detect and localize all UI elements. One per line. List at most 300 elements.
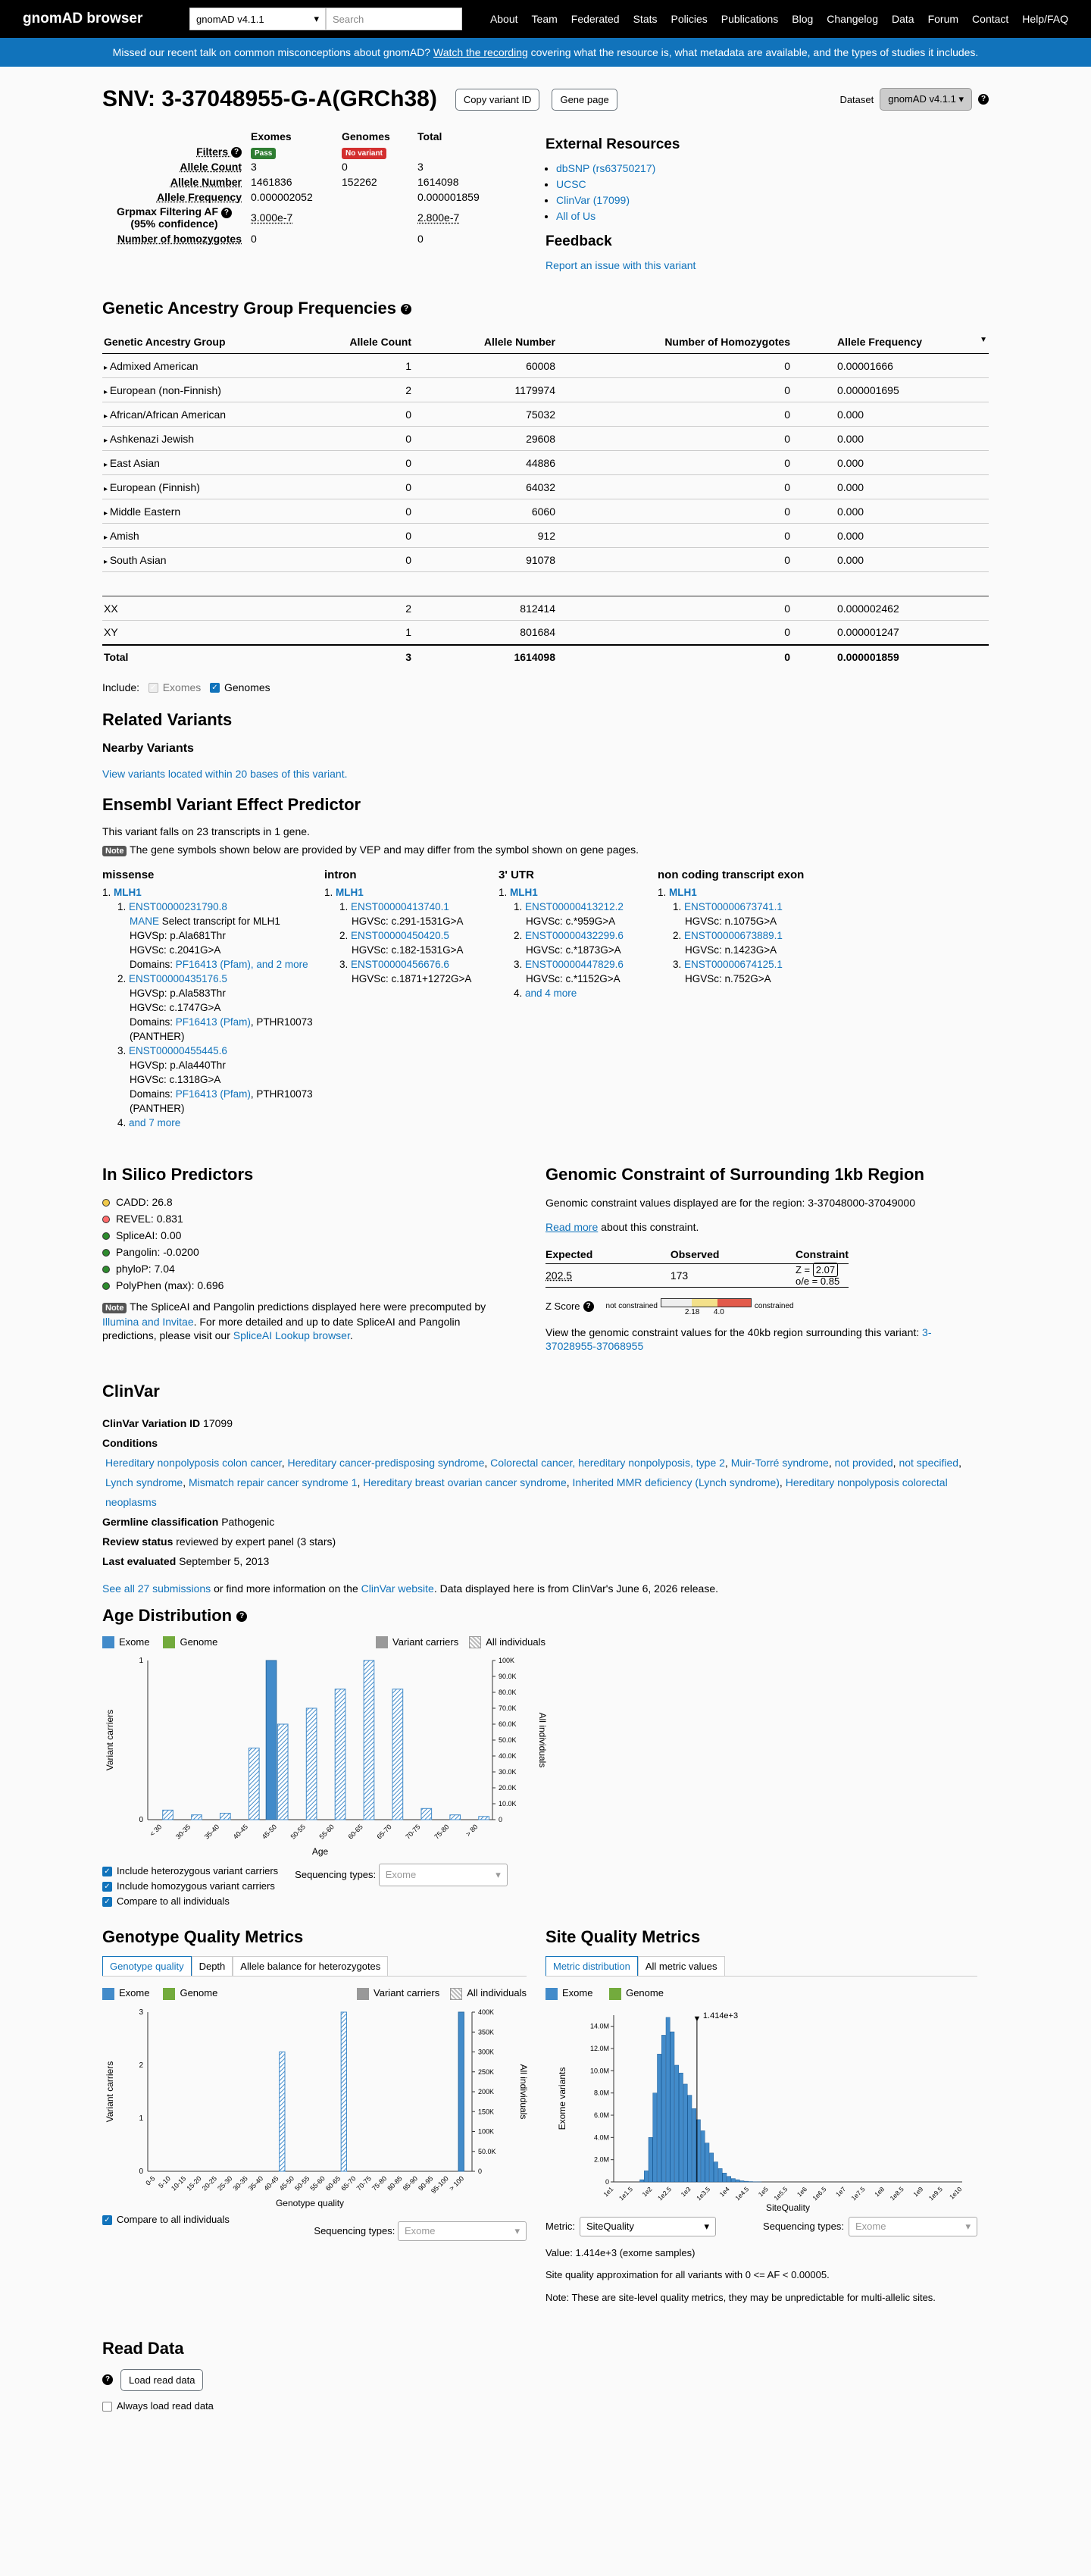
histogram-bar — [649, 2137, 652, 2182]
legend-genome-swatch — [163, 1988, 175, 2000]
grpmax-label-text: Grpmax Filtering AF — [117, 205, 219, 218]
germline-value: Pathogenic — [221, 1515, 275, 1528]
nav-link-forum[interactable]: Forum — [927, 13, 959, 25]
condition-link[interactable]: Lynch syndrome — [105, 1476, 183, 1488]
histogram-bar — [705, 2142, 709, 2181]
allele-count: 0 — [330, 402, 413, 427]
allele-count: 2 — [330, 378, 413, 402]
expand-icon[interactable]: ▸ — [104, 509, 110, 518]
vep-description: This variant falls on 23 transcripts in 1 gene. — [102, 825, 310, 837]
tab-allele-balance[interactable]: Allele balance for heterozygotes — [233, 1956, 388, 1976]
constraint-40kb — [546, 1326, 970, 1353]
nav-link-publications[interactable]: Publications — [721, 13, 779, 25]
x-tick-label: 1e8 — [873, 2184, 886, 2199]
exome-homozygotes: 0 — [251, 232, 257, 245]
review-status-value: reviewed by expert panel (3 stars) — [176, 1535, 336, 1548]
related-variants-title: Related Variants — [102, 709, 233, 729]
more-transcripts-link[interactable]: and 4 more — [525, 987, 577, 999]
z-score-scale — [661, 1297, 752, 1316]
hom-checkbox[interactable]: ✓ — [102, 1882, 112, 1892]
condition-link[interactable]: not provided — [834, 1456, 893, 1469]
seq-types-label: Sequencing types: — [295, 1869, 377, 1881]
y2-tick-label: 60.0K — [499, 1720, 517, 1729]
ancestry-name: XX — [102, 596, 330, 621]
quality-metrics — [102, 1927, 989, 2304]
ancestry-name — [102, 378, 330, 402]
histogram-bar — [710, 2152, 714, 2181]
note-tag: Note — [102, 1303, 127, 1313]
histogram-bar — [714, 2161, 717, 2181]
scale-tick-1: 2.18 — [684, 1307, 700, 1316]
transcript-link[interactable]: ENST00000673889.1 — [684, 929, 783, 941]
metric-value: SiteQuality — [586, 2220, 634, 2232]
transcript-link[interactable]: ENST00000432299.6 — [525, 929, 624, 941]
condition-link[interactable]: not specified — [899, 1456, 959, 1469]
allele-frequency: 0.000 — [792, 475, 989, 499]
y-axis-label: Variant carriers — [105, 1709, 115, 1771]
domain-link[interactable]: PF16413 (Pfam) — [175, 1016, 251, 1028]
y-tick-label: 6.0M — [593, 2111, 609, 2119]
x-tick-label: 40-45 — [231, 1823, 250, 1841]
sq-legend — [546, 1987, 989, 2000]
transcript-link[interactable]: ENST00000413212.2 — [525, 900, 624, 912]
note-text: The SpliceAI and Pangolin predictions displayed here were precomputed by — [130, 1300, 486, 1313]
histogram-bar — [688, 2095, 692, 2181]
gene-link[interactable]: MLH1 — [510, 886, 538, 898]
help-icon[interactable]: ? — [231, 147, 242, 158]
help-icon[interactable]: ? — [583, 1301, 594, 1312]
x-tick-label: 1e8.5 — [888, 2184, 905, 2202]
announcement-banner — [0, 38, 1091, 67]
predictor-status-icon — [102, 1199, 110, 1207]
variant-summary-table — [102, 129, 484, 246]
all-of-us-link[interactable]: All of Us — [556, 210, 596, 222]
predictor-status-icon — [102, 1249, 110, 1257]
page-bottom-spacer — [102, 2412, 989, 2533]
variant-id: 3-37048955-G-A(GRCh38) — [161, 86, 437, 111]
allele-count: 0 — [330, 499, 413, 524]
y2-tick-label: 150K — [478, 2107, 495, 2115]
nav-link-help[interactable]: Help/FAQ — [1022, 13, 1068, 25]
site-quality-title: Site Quality Metrics — [546, 1927, 701, 1947]
dbsnp-link[interactable]: dbSNP (rs63750217) — [556, 162, 656, 174]
x-tick-label: > 100 — [448, 2174, 466, 2193]
condition-link[interactable]: Inherited MMR deficiency (Lynch syndrome) — [572, 1476, 780, 1488]
help-icon[interactable]: ? — [221, 208, 232, 218]
hgvsc: HGVSc: c.182-1531G>A — [352, 944, 464, 956]
nav-link-changelog[interactable]: Changelog — [827, 13, 879, 25]
help-icon[interactable]: ? — [102, 2374, 113, 2385]
expand-icon[interactable]: ▸ — [104, 484, 110, 493]
mane-link[interactable]: MANE — [130, 915, 160, 927]
more-transcripts-link[interactable]: and 7 more — [129, 1116, 181, 1128]
transcript-link[interactable]: ENST00000456676.6 — [351, 958, 449, 970]
exomes-checkbox[interactable]: ✓ — [148, 683, 158, 693]
seq-types-select[interactable]: Exome ▾ — [398, 2221, 527, 2241]
age-title-text: Age Distribution — [102, 1605, 233, 1625]
y2-tick-label: 30.0K — [499, 1768, 517, 1776]
x-tick-label: 75-80 — [433, 1823, 451, 1841]
condition-link[interactable]: Muir-Torré syndrome — [730, 1456, 829, 1469]
allele-count: 1 — [330, 621, 413, 645]
value-marker-arrow: ▼ — [692, 2014, 702, 2024]
allele-count: 2 — [330, 596, 413, 621]
exome-grpmax[interactable]: 3.000e-7 — [251, 211, 293, 224]
ancestry-name: Total — [102, 645, 330, 669]
expand-icon[interactable]: ▸ — [104, 363, 110, 372]
x-tick-label: 65-70 — [339, 2174, 358, 2193]
homozygotes: 0 — [557, 402, 792, 427]
y2-tick-label: 250K — [478, 2067, 495, 2076]
clinvar-id: 17099 — [203, 1416, 233, 1429]
variant-carriers-bar — [266, 1660, 277, 1820]
ucsc-link[interactable]: UCSC — [556, 178, 586, 190]
domain-link[interactable]: PF16413 (Pfam) — [175, 1088, 251, 1100]
transcript-link[interactable]: ENST00000673741.1 — [684, 900, 783, 912]
seq-types-select[interactable]: Exome ▾ — [849, 2217, 977, 2236]
legend-genome: Genome — [626, 1987, 664, 1999]
expand-icon[interactable]: ▸ — [104, 557, 110, 566]
ancestry-name-label: European (Finnish) — [109, 480, 200, 493]
constraint-table — [546, 1245, 849, 1288]
allele-number: 64032 — [413, 475, 557, 499]
y-tick-label: 4.0M — [593, 2133, 609, 2141]
compare-checkbox[interactable]: ✓ — [102, 1897, 112, 1907]
clinvar-link[interactable]: ClinVar (17099) — [556, 194, 630, 206]
banner-link[interactable]: Watch the recording — [433, 46, 528, 58]
x-tick-label: 80-85 — [386, 2174, 404, 2193]
x-tick-label: 1e9 — [911, 2184, 925, 2199]
hgvsp: HGVSp: p.Ala583Thr — [130, 987, 226, 999]
legend-exome: Exome — [562, 1987, 593, 1999]
nav-link-policies[interactable]: Policies — [671, 13, 708, 25]
nav-link-federated[interactable]: Federated — [571, 13, 620, 25]
metric-label: Metric: — [546, 2221, 575, 2233]
allele-frequency: 0.000 — [792, 402, 989, 427]
expand-icon[interactable]: ▸ — [104, 412, 110, 421]
consequence-missense: missense — [102, 868, 155, 881]
search-placeholder: Search — [333, 13, 364, 25]
scale-segment-high — [717, 1299, 751, 1307]
tab-all-metric-values[interactable]: All metric values — [638, 1956, 725, 1976]
expand-icon[interactable]: ▸ — [104, 460, 110, 469]
gene-page-button[interactable]: Gene page — [552, 89, 617, 111]
legend-all-swatch — [469, 1636, 481, 1648]
genome-homozygotes — [337, 231, 413, 246]
y-tick-label: 8.0M — [593, 2089, 609, 2097]
sq-tabs — [546, 1956, 977, 1977]
filters-label — [102, 144, 246, 159]
sq-value: Value: 1.414e+3 (exome samples) — [546, 2246, 696, 2258]
x-tick-label: 45-50 — [260, 1823, 279, 1841]
x-tick-label: 25-30 — [216, 2174, 234, 2193]
gene-link[interactable]: MLH1 — [114, 886, 142, 898]
x-tick-label: 50-55 — [289, 1823, 307, 1841]
allele-count — [330, 572, 413, 596]
allele-number: 60008 — [413, 354, 557, 378]
age-chart — [102, 1653, 546, 1858]
age-distribution-title — [102, 1606, 989, 1626]
not-constrained-label: not constrained — [605, 1302, 658, 1310]
include-row — [102, 681, 989, 693]
y2-tick-label: 100K — [478, 2127, 495, 2136]
last-evaluated-label: Last evaluated — [102, 1554, 177, 1567]
nav-link-contact[interactable]: Contact — [972, 13, 1009, 25]
homozygotes: 0 — [557, 596, 792, 621]
genomes-checkbox[interactable]: ✓ — [210, 683, 220, 693]
top-navigation — [0, 0, 1091, 38]
x-tick-label: 65-70 — [375, 1823, 393, 1841]
nav-link-data[interactable]: Data — [892, 13, 914, 25]
total-grpmax[interactable]: 2.800e-7 — [417, 211, 460, 224]
dataset-select[interactable] — [189, 8, 326, 30]
vep-title: Ensembl Variant Effect Predictor — [102, 794, 361, 814]
allele-number: 75032 — [413, 402, 557, 427]
nav-link-about[interactable]: About — [489, 13, 518, 25]
last-evaluated-value: September 5, 2013 — [179, 1554, 270, 1567]
ancestry-name-label: African/African American — [109, 408, 227, 421]
in-silico-section — [102, 1165, 546, 1353]
nav-links — [490, 13, 1068, 25]
histogram-bar — [718, 2168, 722, 2182]
het-checkbox[interactable]: ✓ — [102, 1867, 112, 1876]
y2-tick-label: 10.0K — [499, 1800, 517, 1808]
brand-logo[interactable]: gnomAD browser — [23, 11, 143, 27]
ancestry-name — [102, 427, 330, 451]
sq-approx: Site quality approximation for all variants with 0 <= AF < 0.00005. — [546, 2268, 830, 2280]
ancestry-table-body — [102, 354, 989, 669]
genome-allele-count: 0 — [342, 161, 348, 174]
col-allele-frequency[interactable] — [792, 330, 989, 354]
x-tick-label: 70-75 — [355, 2174, 373, 2193]
expand-icon[interactable]: ▸ — [104, 436, 110, 445]
expand-icon[interactable]: ▸ — [104, 533, 110, 542]
nav-link-blog[interactable]: Blog — [792, 13, 814, 25]
hgvsc: HGVSc: n.1423G>A — [685, 944, 777, 956]
x-tick-label: 90-95 — [417, 2174, 435, 2193]
allele-frequency: 0.000 — [792, 524, 989, 548]
y2-tick-label: 70.0K — [499, 1704, 517, 1713]
transcript-link[interactable]: ENST00000450420.5 — [351, 929, 449, 941]
col-ancestry[interactable]: Genetic Ancestry Group — [102, 330, 330, 354]
predictors-constraint — [102, 1165, 989, 1353]
value-marker-label: 1.414e+3 — [702, 2011, 739, 2020]
x-tick-label: 1e3 — [679, 2184, 692, 2199]
allele-count: 0 — [330, 475, 413, 499]
condition-link[interactable]: Hereditary breast ovarian cancer syndrome — [363, 1476, 567, 1488]
in-silico-title: In Silico Predictors — [102, 1164, 254, 1184]
gq-tabs — [102, 1956, 527, 1977]
histogram-bar — [745, 2181, 749, 2182]
predictor-item — [102, 1227, 546, 1244]
homozygotes: 0 — [557, 548, 792, 572]
y2-tick-label: 100K — [499, 1657, 515, 1665]
y2-tick-label: 300K — [478, 2048, 495, 2056]
transcript-link[interactable]: ENST00000674125.1 — [684, 958, 783, 970]
dataset-dropdown[interactable]: gnomAD v4.1.1 ▾ — [880, 88, 972, 111]
y-tick-label: 1 — [139, 1657, 143, 1666]
clinvar-data-note: . Data displayed here is from ClinVar's June 6, 2026 release. — [433, 1582, 719, 1595]
legend-carriers: Variant carriers — [374, 1987, 440, 1999]
homozygotes: 0 — [557, 378, 792, 402]
condition-link[interactable]: Hereditary nonpolyposis colon cancer — [105, 1456, 282, 1469]
summary-section — [102, 129, 989, 271]
y2-tick-label: 50.0K — [499, 1736, 517, 1745]
clinvar-website-link[interactable]: ClinVar website — [361, 1582, 434, 1595]
all-individuals-bar — [450, 1815, 461, 1820]
condition-link[interactable]: Colorectal cancer, hereditary nonpolyposis, type 2 — [490, 1456, 725, 1469]
homozygotes: 0 — [557, 427, 792, 451]
gene-link[interactable]: MLH1 — [669, 886, 697, 898]
exome-allele-frequency: 0.000002052 — [251, 191, 313, 204]
x-tick-label: 20-25 — [200, 2174, 219, 2193]
hgvsc: HGVSc: c.*959G>A — [526, 915, 616, 927]
allele-frequency: 0.000001859 — [792, 645, 989, 669]
col-constraint: Constraint — [796, 1247, 849, 1260]
allele-number: 812414 — [413, 596, 557, 621]
y2-tick-label: 200K — [478, 2087, 495, 2096]
compare-checkbox[interactable]: ✓ — [102, 2215, 112, 2225]
ancestry-row — [102, 524, 989, 548]
hom-label: Include homozygous variant carriers — [117, 1880, 275, 1892]
allele-count: 0 — [330, 548, 413, 572]
help-icon[interactable]: ? — [978, 94, 989, 105]
allele-frequency: 0.000001695 — [792, 378, 989, 402]
x-tick-label: 55-60 — [317, 1823, 336, 1841]
hgvsc: HGVSc: n.752G>A — [685, 972, 771, 984]
condition-link[interactable]: Mismatch repair cancer syndrome 1 — [188, 1476, 358, 1488]
y-axis-label: Variant carriers — [105, 2061, 115, 2122]
hgvsc: HGVSc: c.291-1531G>A — [352, 915, 464, 927]
help-icon[interactable]: ? — [401, 304, 411, 315]
oe-label: o/e = — [796, 1275, 818, 1287]
col-homozygotes[interactable]: Number of Homozygotes — [557, 330, 792, 354]
het-label: Include heterozygous variant carriers — [117, 1865, 279, 1877]
external-resources-title: External Resources — [546, 136, 680, 152]
y2-tick-label: 0 — [499, 1816, 503, 1824]
spliceai-lookup-link[interactable]: SpliceAI Lookup browser — [233, 1329, 350, 1341]
x-tick-label: 60-65 — [346, 1823, 364, 1841]
grpmax-label — [102, 205, 246, 230]
search-input[interactable] — [326, 8, 462, 30]
metric-select[interactable]: SiteQuality ▾ — [580, 2217, 716, 2236]
x-tick-label: 1e1.5 — [617, 2184, 634, 2202]
tab-metric-distribution[interactable]: Metric distribution — [546, 1956, 638, 1976]
scale-segment-low — [661, 1299, 692, 1307]
variant-type: SNV: — [102, 86, 156, 111]
condition-link[interactable]: Hereditary nonpolyposis colorectal neoplasms — [105, 1476, 948, 1508]
x-tick-label: 0-5 — [144, 2174, 157, 2187]
transcript-link[interactable]: ENST00000455445.6 — [129, 1044, 227, 1056]
ancestry-row — [102, 475, 989, 499]
vep-note-text: The gene symbols shown below are provided by VEP and may differ from the symbol shown on gene pages. — [130, 843, 639, 856]
tab-genotype-quality[interactable]: Genotype quality — [102, 1956, 192, 1976]
predictor-label: SpliceAI: 0.00 — [116, 1229, 182, 1241]
y-tick-label: 14.0M — [589, 2022, 609, 2030]
hgvsc: HGVSc: c.*1152G>A — [526, 972, 621, 984]
sort-desc-icon: ▼ — [980, 336, 987, 344]
nav-link-stats[interactable]: Stats — [633, 13, 658, 25]
allele-number: 6060 — [413, 499, 557, 524]
homozygotes: 0 — [557, 354, 792, 378]
allele-frequency: 0.000001247 — [792, 621, 989, 645]
all-individuals-bar — [421, 1808, 432, 1820]
allele-number: 801684 — [413, 621, 557, 645]
tab-depth[interactable]: Depth — [192, 1956, 233, 1976]
transcript-link[interactable]: ENST00000231790.8 — [129, 900, 227, 912]
col-allele-count[interactable]: Allele Count — [330, 330, 413, 354]
genotype-quality-section — [102, 1927, 546, 2304]
transcript-link[interactable]: ENST00000447829.6 — [525, 958, 624, 970]
help-icon[interactable]: ? — [236, 1611, 247, 1622]
load-read-data-button[interactable]: Load read data — [120, 2369, 203, 2391]
scale-segment-mid — [692, 1299, 717, 1307]
seq-types-select[interactable]: Exome ▾ — [379, 1864, 508, 1886]
banner-text-post: covering what the resource is, what metadata are available, and the types of studies it includes. — [530, 46, 979, 58]
constraint-40kb-link[interactable]: 3-37028955-37068955 — [546, 1326, 932, 1352]
nav-link-team[interactable]: Team — [531, 13, 558, 25]
constraint-section — [546, 1165, 989, 1353]
ancestry-row — [102, 499, 989, 524]
gene-link[interactable]: MLH1 — [336, 886, 364, 898]
all-individuals-bar — [335, 1689, 345, 1820]
col-allele-number[interactable]: Allele Number — [413, 330, 557, 354]
constraint-40kb-text: View the genomic constraint values for the 40kb region surrounding this variant: — [546, 1326, 920, 1338]
pass-badge: Pass — [251, 148, 276, 159]
see-all-submissions-link[interactable]: See all 27 submissions — [102, 1582, 211, 1595]
allele-frequency: 0.000002462 — [792, 596, 989, 621]
always-load-checkbox[interactable] — [102, 2402, 112, 2412]
y-tick-label: 10.0M — [589, 2066, 609, 2074]
domain-link[interactable]: PF16413 (Pfam) — [175, 958, 251, 970]
age-controls — [102, 1864, 546, 1909]
histogram-bar — [731, 2178, 735, 2181]
y2-axis-label: All individuals — [537, 1712, 548, 1768]
nearby-variants-link[interactable]: View variants located within 20 bases of this variant. — [102, 767, 348, 780]
x-tick-label: 30-35 — [173, 1823, 192, 1841]
read-more-link[interactable]: Read more — [546, 1220, 599, 1233]
expand-icon[interactable]: ▸ — [104, 387, 110, 396]
allele-number — [413, 572, 557, 596]
feedback-title: Feedback — [546, 233, 612, 249]
note-text: . For more detailed and up to date SpliceAI and Pangolin predictions, please visit our — [102, 1315, 461, 1341]
transcript-link[interactable]: ENST00000435176.5 — [129, 972, 227, 984]
consequence-noncoding: non coding transcript exon — [658, 868, 805, 881]
legend-genome: Genome — [180, 1987, 218, 1999]
transcript-link[interactable]: ENST00000413740.1 — [351, 900, 449, 912]
all-individuals-bar — [220, 1814, 231, 1820]
allele-count: 3 — [330, 645, 413, 669]
condition-link[interactable]: Hereditary cancer-predisposing syndrome — [287, 1456, 485, 1469]
hgvsc: HGVSc: c.1318G>A — [130, 1073, 221, 1085]
illumina-link[interactable]: Illumina and Invitae — [102, 1315, 194, 1328]
ancestry-name: XY — [102, 621, 330, 645]
copy-variant-id-button[interactable]: Copy variant ID — [455, 89, 540, 111]
vep-intron: intron 1. MLH1 1. ENST00000413740.1 HGVSc: c.291-1531G>A 2. ENST00000450420.5 HGVSc: c.182-1531G>A 3. ENST00000456676.6 HGVSc: c.1871+1272G>A — [324, 868, 499, 1130]
allele-frequency: 0.000 — [792, 451, 989, 475]
histogram-bar — [653, 2092, 657, 2181]
exome-allele-number: 1461836 — [251, 176, 292, 189]
ancestry-name — [102, 402, 330, 427]
y2-tick-label: 0 — [478, 2167, 483, 2175]
ancestry-name-label: European (non-Finnish) — [109, 383, 221, 396]
genome-grpmax — [337, 205, 413, 230]
filters-label-text: Filters — [196, 146, 229, 158]
more-domains-link[interactable]: , and 2 more — [250, 958, 308, 970]
report-issue-link[interactable]: Report an issue with this variant — [546, 259, 696, 271]
always-load-row — [102, 2400, 989, 2412]
ancestry-name-label: East Asian — [109, 456, 160, 469]
